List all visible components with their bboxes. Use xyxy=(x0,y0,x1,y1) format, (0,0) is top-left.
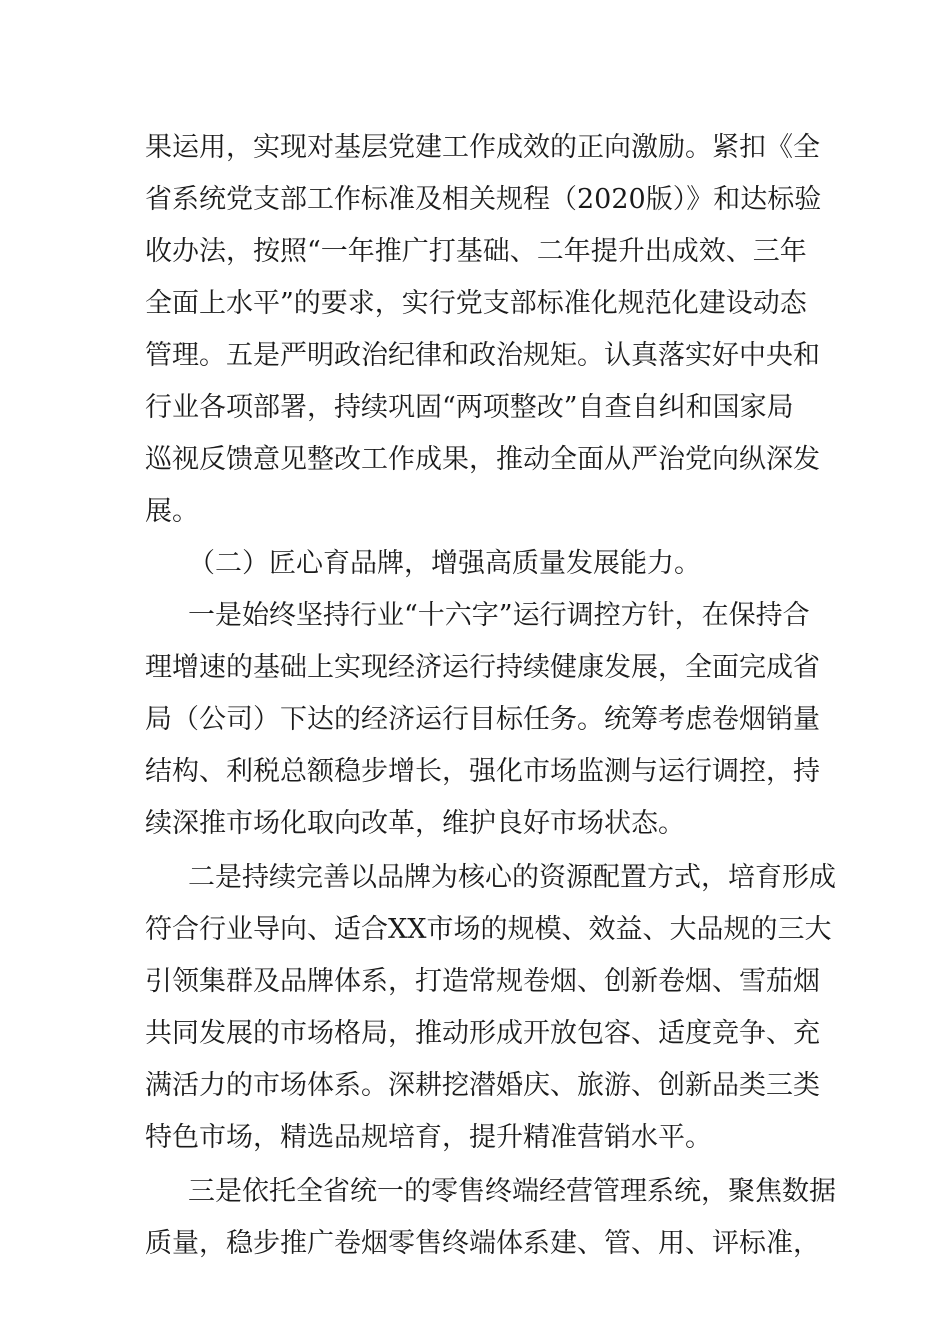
text-line: 结构、利税总额稳步增长，强化市场监测与运行调控，持 xyxy=(145,756,820,787)
text-line: 共同发展的市场格局，推动形成开放包容、适度竞争、充 xyxy=(145,1018,820,1049)
text-line: 收办法，按照“一年推广打基础、二年提升出成效、三年 xyxy=(145,236,807,267)
text-line: 巡视反馈意见整改工作成果，推动全面从严治党向纵深发 xyxy=(145,444,820,475)
text-line: 二是持续完善以品牌为核心的资源配置方式，培育形成 xyxy=(188,862,836,893)
text-line: 局（公司）下达的经济运行目标任务。统筹考虑卷烟销量 xyxy=(145,704,820,735)
text-line: 特色市场，精选品规培育，提升精准营销水平。 xyxy=(145,1122,712,1153)
text-line: 三是依托全省统一的零售终端经营管理系统，聚焦数据 xyxy=(188,1176,836,1207)
text-line: 理增速的基础上实现经济运行持续健康发展，全面完成省 xyxy=(145,652,820,683)
text-line: 质量，稳步推广卷烟零售终端体系建、管、用、评标准， xyxy=(145,1228,820,1259)
text-line: 果运用，实现对基层党建工作成效的正向激励。紧扣《全 xyxy=(145,132,820,163)
text-line: 管理。五是严明政治纪律和政治规矩。认真落实好中央和 xyxy=(145,340,820,371)
text-line: 引领集群及品牌体系，打造常规卷烟、创新卷烟、雪茄烟 xyxy=(145,966,820,997)
text-line: 全面上水平”的要求，实行党支部标准化规范化建设动态 xyxy=(145,288,807,319)
text-line: 符合行业导向、适合XX市场的规模、效益、大品规的三大 xyxy=(145,914,832,945)
text-line: 满活力的市场体系。深耕挖潜婚庆、旅游、创新品类三类 xyxy=(145,1070,820,1101)
section-heading: （二）匠心育品牌，增强高质量发展能力。 xyxy=(188,548,701,579)
text-line: 行业各项部署，持续巩固“两项整改”自查自纠和国家局 xyxy=(145,392,794,423)
text-line: 续深推市场化取向改革，维护良好市场状态。 xyxy=(145,808,685,839)
text-line: 一是始终坚持行业“十六字”运行调控方针，在保持合 xyxy=(188,600,810,631)
text-line: 展。 xyxy=(145,496,199,527)
text-line: 省系统党支部工作标准及相关规程（2020版）》和达标验 xyxy=(145,184,822,215)
